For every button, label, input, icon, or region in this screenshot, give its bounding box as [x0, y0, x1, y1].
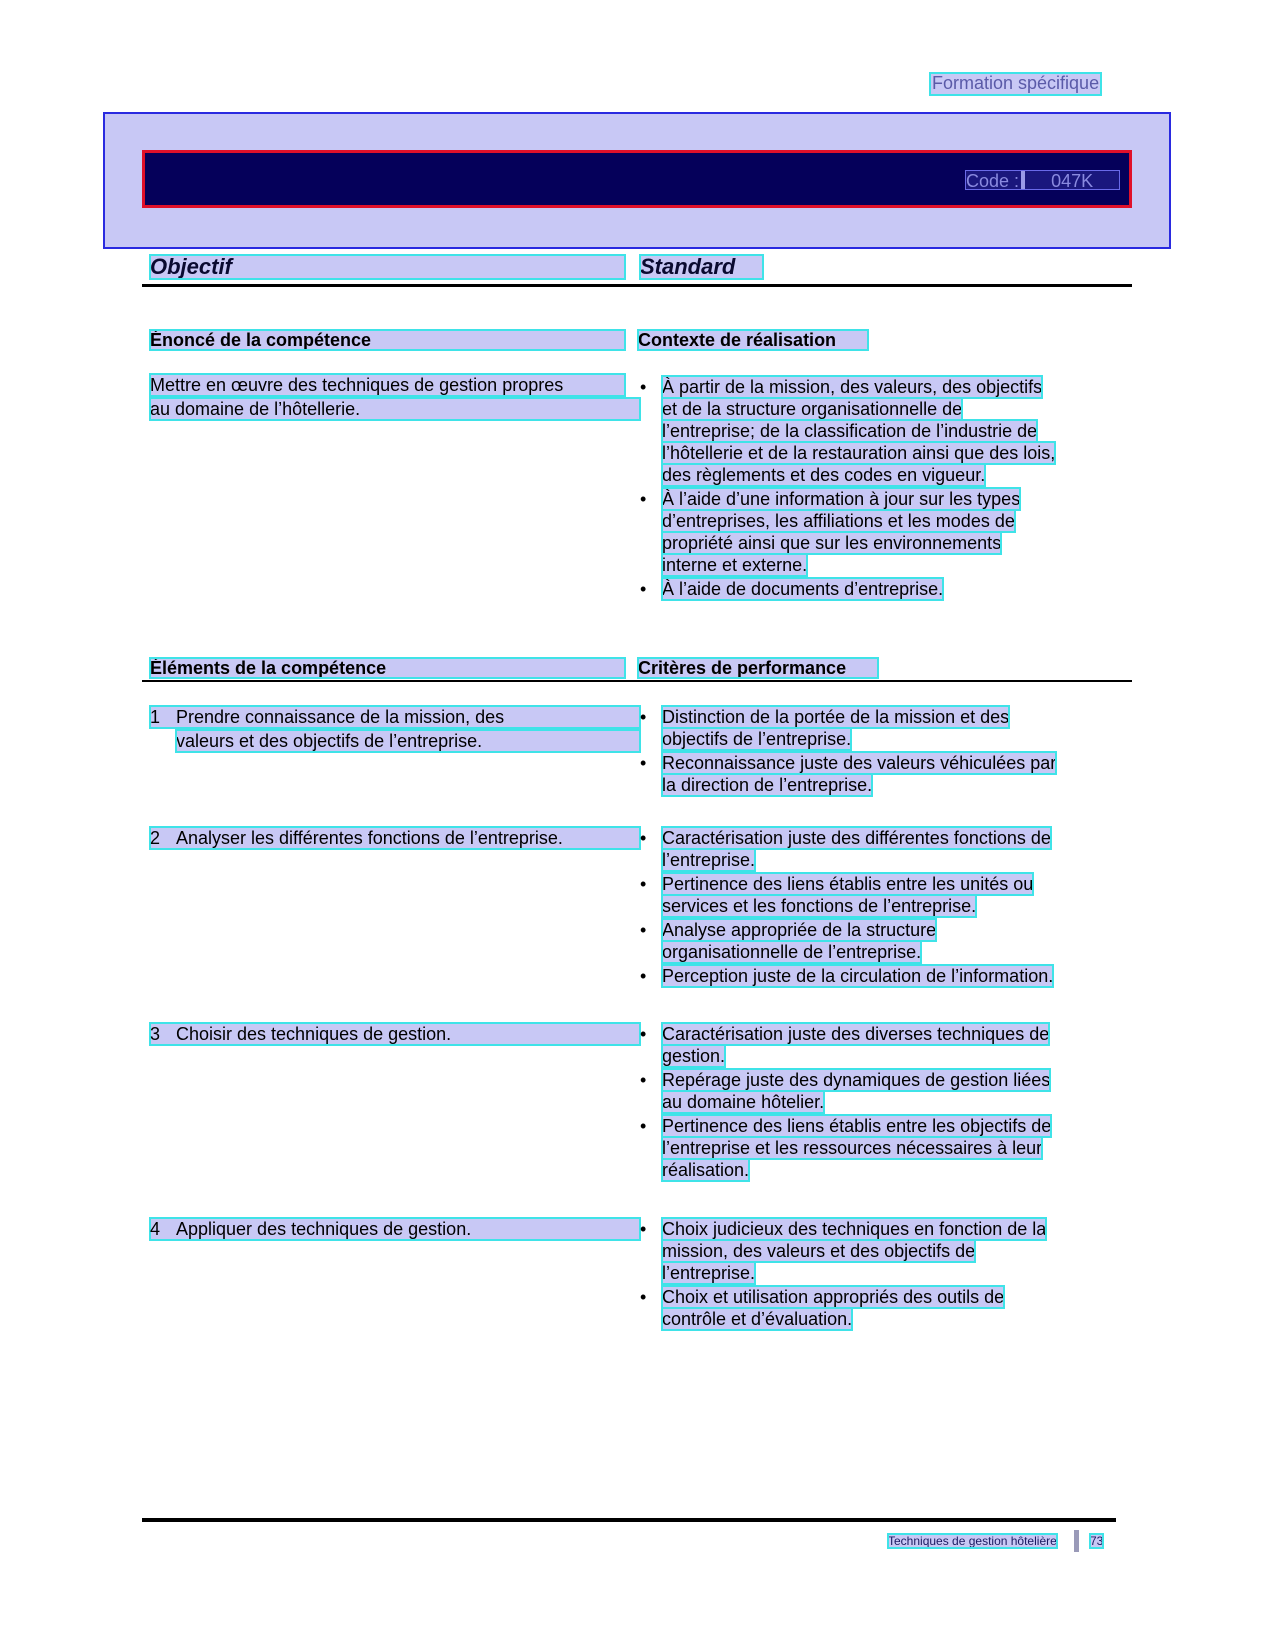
competence-title: Énoncé de la compétence: [150, 330, 625, 350]
bullet-icon: •: [640, 1287, 647, 1307]
standard-heading: Standard: [640, 255, 763, 279]
element-3: 3 Choisir des techniques de gestion.: [150, 1023, 640, 1045]
bullet-icon: •: [640, 966, 647, 986]
footer-title: Techniques de gestion hôtelière: [888, 1534, 1057, 1548]
bullet-icon: •: [640, 828, 647, 848]
criteria-list-1: [640, 706, 1057, 796]
bullet-icon: •: [640, 753, 647, 773]
bullet-icon: •: [640, 707, 647, 727]
footer-separator: [1074, 1530, 1079, 1552]
code-separator: [1021, 171, 1025, 189]
criterion-item: • Caractérisation juste des diverses techniques de gestion.: [640, 1024, 1050, 1066]
criterion-item: • Perception juste de la circulation de l’information.: [640, 966, 1054, 986]
criterion-item: • Distinction de la portée de la mission et des objectifs de l’entreprise.: [640, 707, 1010, 749]
context-list: [640, 376, 1056, 600]
element-number: 2: [150, 828, 161, 848]
competence-statement: Mettre en œuvre des techniques de gestion propres au domaine de l’hôtellerie.: [150, 374, 640, 420]
context-item: • À l’aide d’une information à jour sur les types d’entreprises, les affiliations et les modes de propriété ainsi que sur les environnements interne et externe.: [640, 489, 1021, 575]
competency-code: [965, 170, 1120, 190]
bullet-icon: •: [640, 579, 647, 599]
criterion-item: • Caractérisation juste des différentes fonctions de l’entreprise.: [640, 828, 1051, 870]
elements-title: Éléments de la compétence: [150, 658, 625, 678]
program-label: Formation spécifique: [932, 73, 1100, 93]
element-4: 4 Appliquer des techniques de gestion.: [150, 1218, 640, 1240]
objective-heading: Objectif: [150, 255, 625, 279]
element-number: 3: [150, 1024, 161, 1044]
bullet-icon: •: [640, 874, 647, 894]
bullet-icon: •: [640, 489, 647, 509]
code-value: 047K: [1051, 171, 1094, 191]
element-1: 1 Prendre connaissance de la mission, des valeurs et des objectifs de l’entreprise.: [150, 706, 640, 752]
context-title: Contexte de réalisation: [638, 330, 868, 350]
code-label: Code :: [966, 171, 1020, 191]
criterion-item: • Repérage juste des dynamiques de gestion liées au domaine hôtelier.: [640, 1070, 1051, 1112]
criterion-item: • Pertinence des liens établis entre les unités ou services et les fonctions de l’entreprise.: [640, 874, 1034, 916]
element-2: 2 Analyser les différentes fonctions de l’entreprise.: [150, 827, 640, 849]
criterion-item: • Choix judicieux des techniques en fonction de la mission, des valeurs et des objectifs de l’entreprise.: [640, 1219, 1047, 1283]
criterion-item: • Choix et utilisation appropriés des outils de contrôle et d’évaluation.: [640, 1287, 1005, 1329]
criterion-item: • Analyse appropriée de la structure organisationnelle de l’entreprise.: [640, 920, 937, 962]
bullet-icon: •: [640, 1070, 647, 1090]
footer-rule: [142, 1518, 1116, 1522]
criteria-title: Critères de performance: [638, 658, 878, 678]
bullet-icon: •: [640, 1116, 647, 1136]
page-number: 73: [1090, 1534, 1104, 1548]
criteria-list-2: [640, 827, 1054, 987]
bullet-icon: •: [640, 1219, 647, 1239]
element-number: 4: [150, 1219, 161, 1239]
bullet-icon: •: [640, 377, 647, 397]
bullet-icon: •: [640, 920, 647, 940]
criteria-list-4: [640, 1218, 1047, 1330]
context-item: • À l’aide de documents d’entreprise.: [640, 579, 944, 599]
bullet-icon: •: [640, 1024, 647, 1044]
elements-rule: [142, 680, 1132, 682]
element-number: 1: [150, 707, 161, 727]
context-item: • À partir de la mission, des valeurs, des objectifs et de la structure organisationnelle de l’entreprise; de la classification de l’industrie de l’hôtellerie et de la restauration ainsi que des lois, des règlements et des codes en vigueur.: [640, 377, 1056, 485]
criteria-list-3: [640, 1023, 1052, 1181]
criterion-item: • Pertinence des liens établis entre les objectifs de l’entreprise et les ressources nécessaires à leur réalisation.: [640, 1116, 1052, 1180]
heading-rule: [142, 284, 1132, 287]
criterion-item: • Reconnaissance juste des valeurs véhiculées par la direction de l’entreprise.: [640, 753, 1057, 795]
